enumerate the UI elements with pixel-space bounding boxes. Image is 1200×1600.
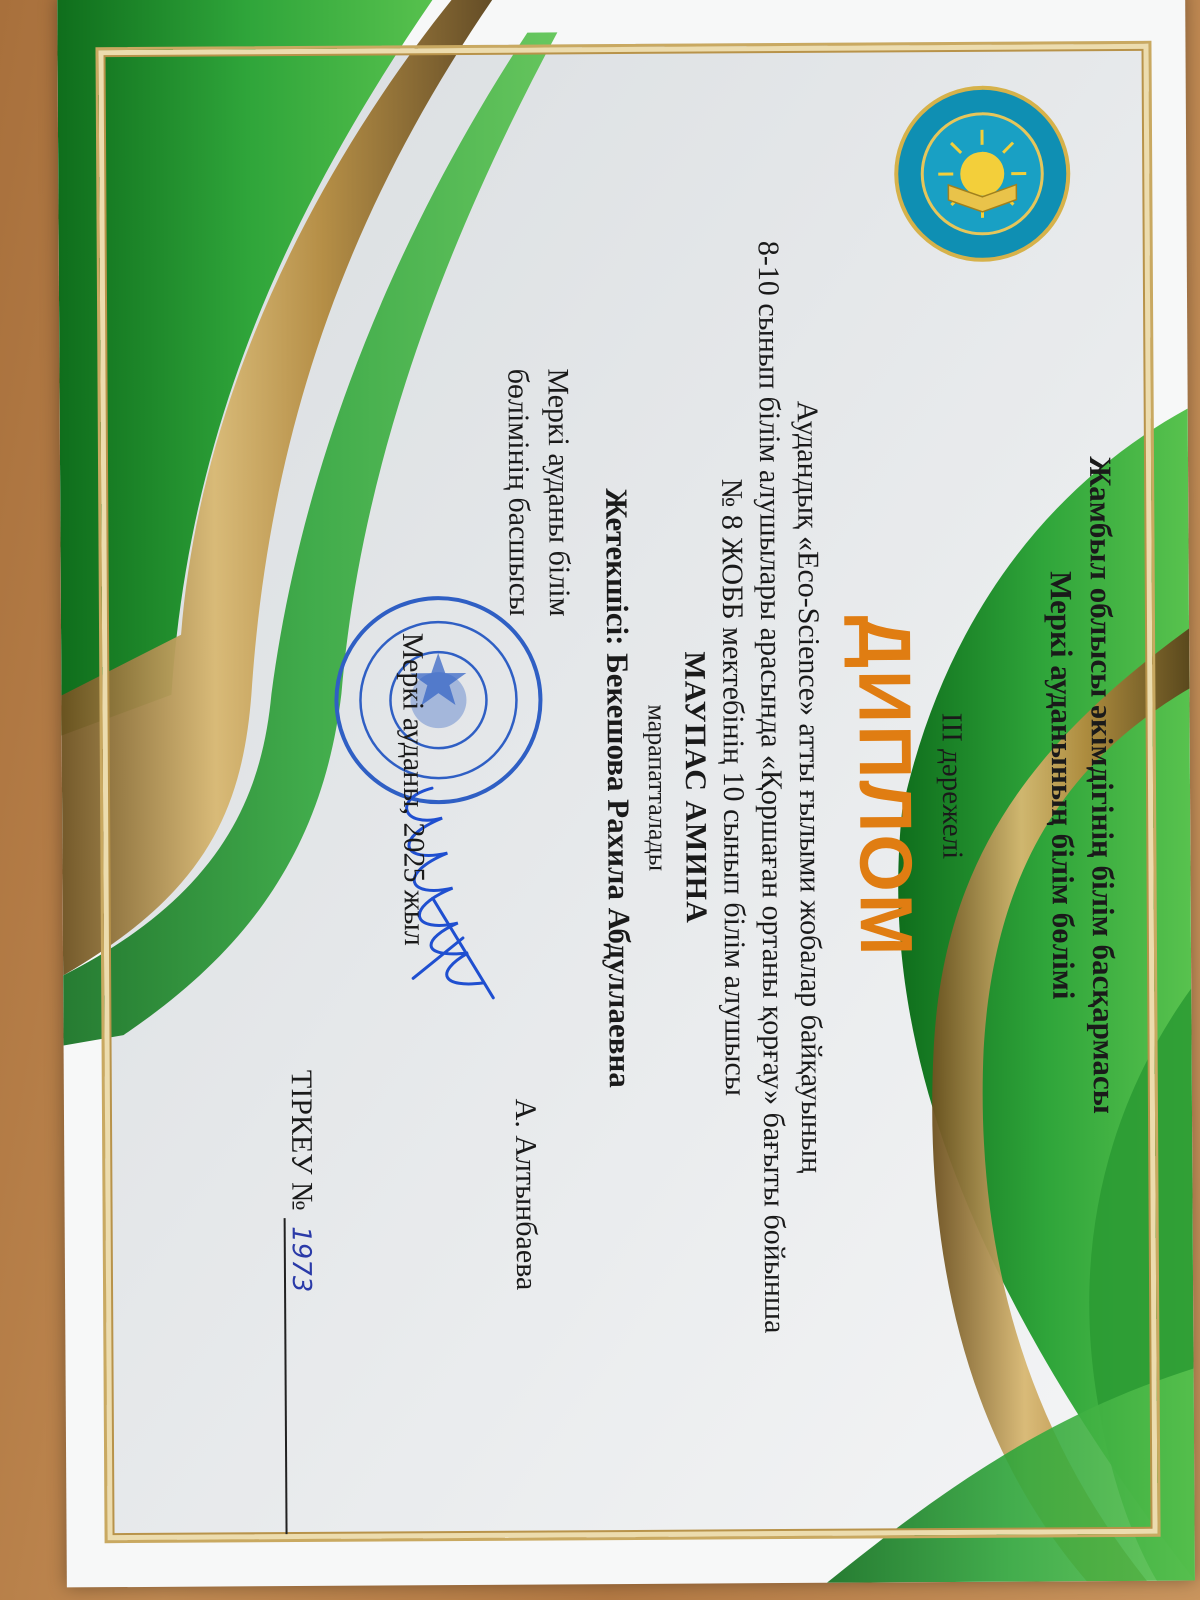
degree-label: III дәрежелі <box>935 712 969 860</box>
header-line-1: Жамбыл облысы әкімдігінің білім басқармасы <box>1082 456 1122 1114</box>
diploma-title: ДИПЛОМ <box>842 615 929 958</box>
registration-number: 1973 <box>284 1218 318 1534</box>
registration-field <box>283 1070 321 1534</box>
signer-title <box>497 368 579 617</box>
body-line-3: № 8 ЖОББ мектебінің 10 сынып білім алушысы <box>715 478 752 1097</box>
signer-title-line-1: Меркі ауданы білім <box>541 368 576 617</box>
signer-title-line-2: бөлімінің басшысы <box>501 368 536 617</box>
diploma-content <box>112 65 1141 1511</box>
body-line-2: 8-10 сынып білім алушылары арасында «Қоршаған ортаны қорғау» бағыты бойынша <box>751 240 792 1334</box>
recipient-name: МАУПАС АМИНА <box>678 651 713 924</box>
registration-label: ТІРКЕУ № <box>284 1069 319 1211</box>
signer-name: А. Алтынбаева <box>508 1098 544 1291</box>
place-and-year: Меркі ауданы, 2025 жыл <box>396 632 431 946</box>
body-line-1: Аудандық «Eco-Science» атты ғылыми жобалар байқауының <box>790 400 829 1174</box>
supervisor-line: Жетекшісі: Бекешова Рахила Абдуллаевна <box>599 488 638 1088</box>
diploma-sheet <box>57 0 1195 1587</box>
awarded-label: марапатталады <box>642 704 673 872</box>
header-line-2: Меркі ауданының білім бөлімі <box>1043 571 1082 1000</box>
